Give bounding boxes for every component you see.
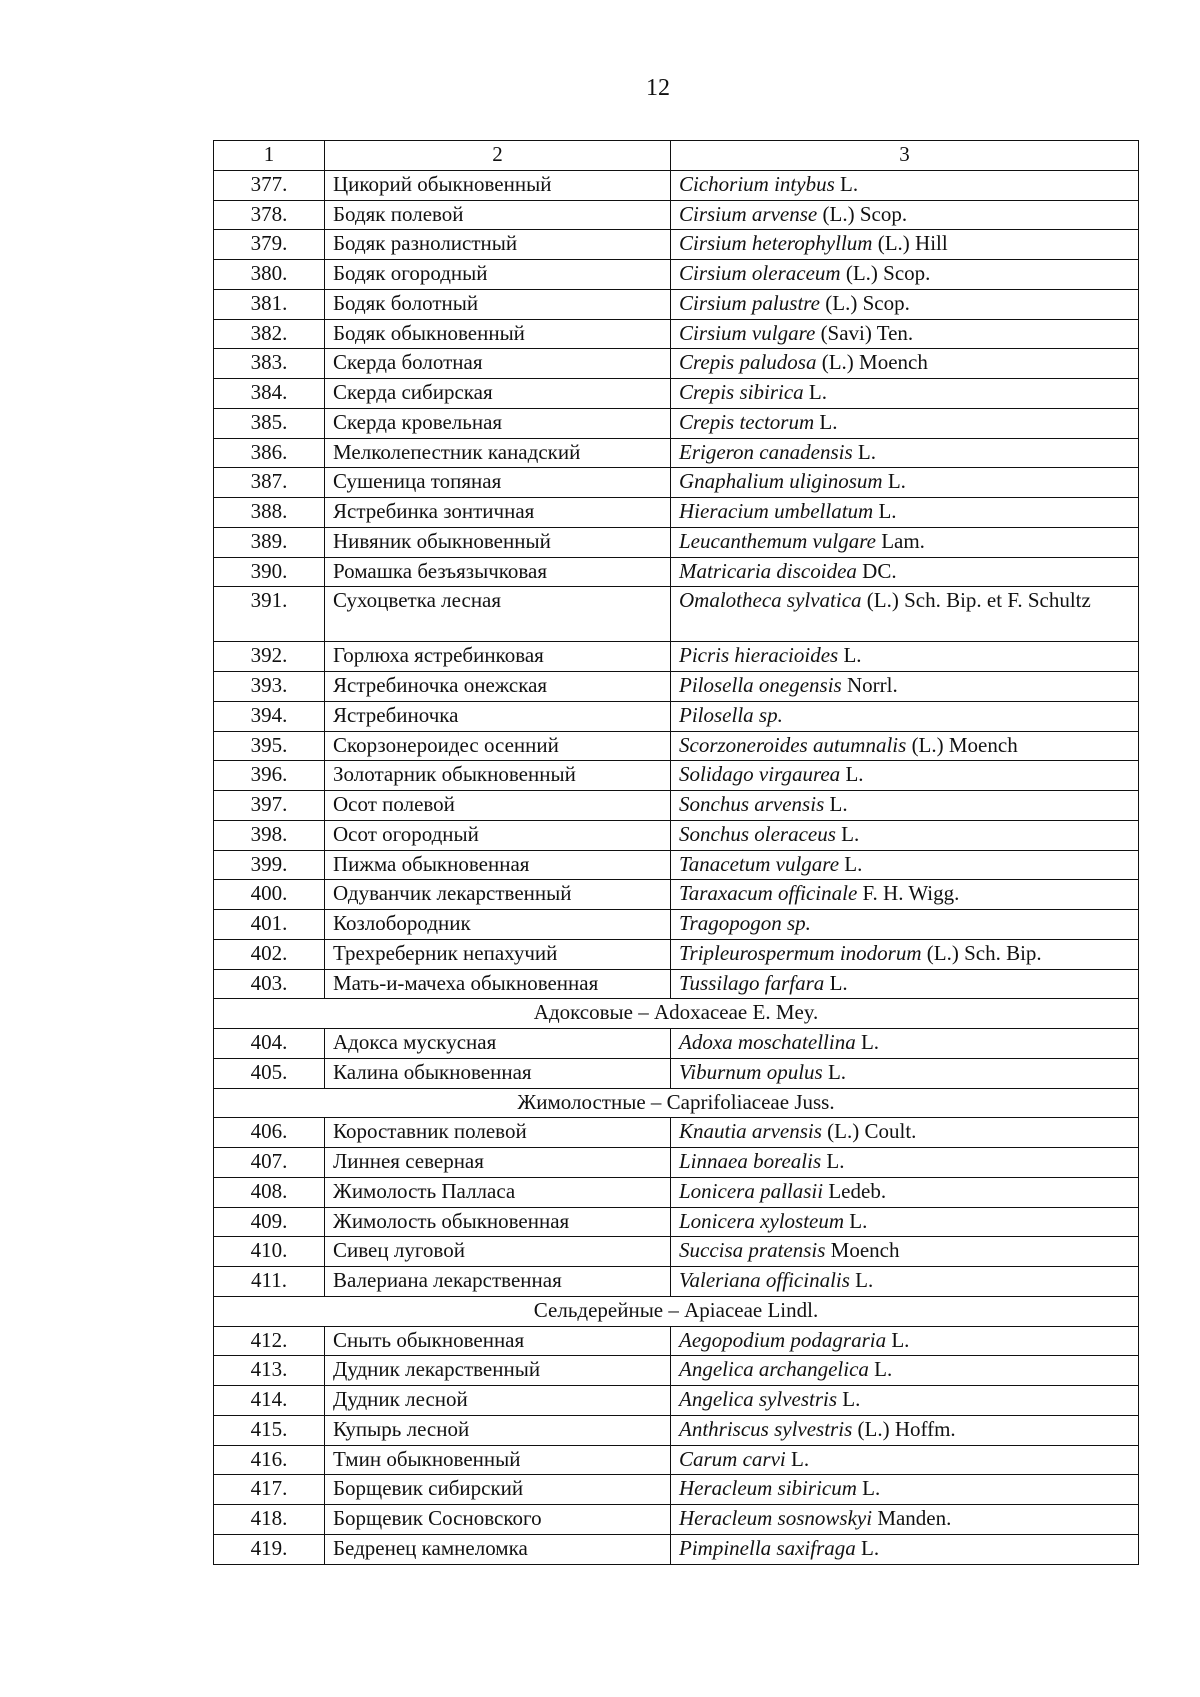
russian-name: Козлобородник <box>325 910 671 940</box>
author-citation: (L.) Sch. Bip. et F. Schultz <box>861 588 1091 613</box>
row-number: 406. <box>214 1118 325 1148</box>
latin-binomial: Lonicera xylosteum <box>679 1208 845 1233</box>
latin-name <box>671 642 1139 672</box>
latin-binomial: Tripleurospermum inodorum <box>679 940 922 965</box>
table-row <box>214 1534 1139 1564</box>
latin-binomial: Adoxa moschatellina <box>679 1030 856 1054</box>
latin-binomial: Anthriscus sylvestris <box>679 1416 853 1441</box>
table-row <box>214 1177 1139 1207</box>
latin-name <box>671 1445 1139 1475</box>
russian-name: Бодяк болотный <box>325 289 671 319</box>
russian-name: Мать-и-мачеха обыкновенная <box>325 969 671 999</box>
latin-name <box>671 438 1139 468</box>
russian-name: Бодяк полевой <box>325 200 671 230</box>
table-row <box>214 969 1139 999</box>
latin-binomial: Succisa pratensis <box>679 1238 826 1263</box>
latin-binomial: Leucanthemum vulgare <box>679 528 876 553</box>
russian-name: Одуванчик лекарственный <box>325 880 671 910</box>
latin-name <box>671 761 1139 791</box>
russian-name: Пижма обыкновенная <box>325 850 671 880</box>
family-header-row <box>214 1088 1139 1118</box>
row-number: 411. <box>214 1267 325 1297</box>
table-row <box>214 1237 1139 1267</box>
table-row <box>214 761 1139 791</box>
latin-binomial: Linnaea borealis <box>679 1149 822 1173</box>
latin-binomial: Cichorium intybus <box>679 171 835 196</box>
latin-binomial: Gnaphalium uliginosum <box>679 469 883 494</box>
author-citation: L. <box>785 1446 810 1471</box>
row-number: 389. <box>214 527 325 557</box>
table-row <box>214 939 1139 969</box>
author-citation: L. <box>824 970 848 995</box>
latin-name <box>671 468 1139 498</box>
row-number: 417. <box>214 1475 325 1505</box>
author-citation: L. <box>849 1268 874 1292</box>
author-citation: (L.) Hill <box>872 231 948 256</box>
row-number: 416. <box>214 1445 325 1475</box>
latin-binomial: Tragopogon sp. <box>679 911 811 935</box>
russian-name: Борщевик Сосновского <box>325 1505 671 1535</box>
latin-binomial: Tanacetum vulgare <box>679 851 840 876</box>
author-citation: L. <box>873 499 897 523</box>
author-citation: Norrl. <box>841 673 898 697</box>
table-row <box>214 1445 1139 1475</box>
russian-name: Борщевик сибирский <box>325 1475 671 1505</box>
row-number: 414. <box>214 1386 325 1416</box>
table-row <box>214 379 1139 409</box>
russian-name: Трехреберник непахучий <box>325 939 671 969</box>
latin-binomial: Omalotheca sylvatica <box>679 588 862 613</box>
latin-name <box>671 1118 1139 1148</box>
table-row <box>214 1118 1139 1148</box>
latin-binomial: Cirsium oleraceum <box>679 261 841 285</box>
latin-binomial: Picris hieracioides <box>679 643 839 668</box>
row-number: 380. <box>214 260 325 290</box>
latin-binomial: Taraxacum officinale <box>679 881 858 906</box>
row-number: 403. <box>214 969 325 999</box>
table-row <box>214 498 1139 528</box>
russian-name: Ястребинка зонтичная <box>325 498 671 528</box>
russian-name: Сныть обыкновенная <box>325 1326 671 1356</box>
family-name: Сельдерейные – Apiaceae Lindl. <box>214 1296 1139 1326</box>
russian-name: Бедренец камнеломка <box>325 1534 671 1564</box>
latin-binomial: Valeriana officinalis <box>679 1268 850 1292</box>
row-number: 415. <box>214 1415 325 1445</box>
table-row <box>214 910 1139 940</box>
russian-name: Купырь лесной <box>325 1415 671 1445</box>
table-row <box>214 289 1139 319</box>
author-citation: L. <box>839 851 863 876</box>
row-number: 418. <box>214 1505 325 1535</box>
row-number: 385. <box>214 408 325 438</box>
table-row <box>214 1267 1139 1297</box>
russian-name: Ромашка безъязычковая <box>325 557 671 587</box>
latin-binomial: Crepis tectorum <box>679 409 815 434</box>
latin-name <box>671 969 1139 999</box>
latin-name <box>671 289 1139 319</box>
latin-name <box>671 820 1139 850</box>
latin-name <box>671 701 1139 731</box>
family-name: Адоксовые – Adoxaceae E. Mey. <box>214 999 1139 1029</box>
table-row <box>214 880 1139 910</box>
russian-name: Скерда кровельная <box>325 408 671 438</box>
author-citation: (L.) Scop. <box>817 201 908 226</box>
latin-name <box>671 170 1139 200</box>
table-row <box>214 260 1139 290</box>
row-number: 384. <box>214 379 325 409</box>
table-row <box>214 468 1139 498</box>
latin-name <box>671 557 1139 587</box>
author-citation: L. <box>852 439 876 464</box>
table-row <box>214 1326 1139 1356</box>
author-citation: L. <box>822 1059 847 1084</box>
russian-name: Золотарник обыкновенный <box>325 761 671 791</box>
table-row <box>214 701 1139 731</box>
row-number: 412. <box>214 1326 325 1356</box>
author-citation: (L.) Moench <box>906 732 1018 757</box>
latin-binomial: Cirsium heterophyllum <box>679 231 873 256</box>
russian-name: Мелколепестник канадский <box>325 438 671 468</box>
author-citation: L. <box>856 1476 881 1501</box>
russian-name: Жимолость Палласа <box>325 1177 671 1207</box>
russian-name: Цикорий обыкновенный <box>325 170 671 200</box>
table-row <box>214 587 1139 642</box>
latin-name <box>671 349 1139 379</box>
latin-name <box>671 939 1139 969</box>
latin-binomial: Scorzoneroides autumnalis <box>679 732 907 757</box>
author-citation: (Savi) Ten. <box>815 320 914 345</box>
latin-name <box>671 672 1139 702</box>
author-citation: L. <box>868 1357 893 1382</box>
author-citation: L. <box>855 1030 880 1054</box>
latin-name <box>671 910 1139 940</box>
row-number: 395. <box>214 731 325 761</box>
table-row <box>214 791 1139 821</box>
author-citation: L. <box>840 762 864 787</box>
page-number: 12 <box>646 75 670 101</box>
row-number: 383. <box>214 349 325 379</box>
species-table <box>213 140 1139 1565</box>
author-citation: (L.) Coult. <box>821 1119 917 1144</box>
latin-name <box>671 791 1139 821</box>
russian-name: Скорзонероидес осенний <box>325 731 671 761</box>
row-number: 402. <box>214 939 325 969</box>
russian-name: Скерда болотная <box>325 349 671 379</box>
table-row <box>214 1505 1139 1535</box>
author-citation: L. <box>844 1208 868 1233</box>
author-citation: L. <box>855 1535 880 1560</box>
row-number: 394. <box>214 701 325 731</box>
latin-name <box>671 1386 1139 1416</box>
table-row <box>214 1207 1139 1237</box>
column-header-russian-name: 2 <box>325 141 671 171</box>
russian-name: Дудник лесной <box>325 1386 671 1416</box>
latin-binomial: Heracleum sibiricum <box>679 1476 857 1501</box>
latin-name <box>671 1356 1139 1386</box>
table-row <box>214 1148 1139 1178</box>
latin-name <box>671 1237 1139 1267</box>
latin-binomial: Pimpinella saxifraga <box>679 1535 856 1560</box>
latin-name <box>671 1505 1139 1535</box>
author-citation: L. <box>882 469 906 494</box>
row-number: 404. <box>214 1029 325 1059</box>
latin-name <box>671 498 1139 528</box>
latin-binomial: Lonicera pallasii <box>679 1178 824 1203</box>
author-citation: L. <box>814 409 838 434</box>
latin-binomial: Aegopodium podagraria <box>679 1327 887 1352</box>
table-row <box>214 642 1139 672</box>
latin-name <box>671 880 1139 910</box>
table-row <box>214 230 1139 260</box>
table-body <box>214 170 1139 1564</box>
row-number: 381. <box>214 289 325 319</box>
author-citation: Ledeb. <box>823 1178 887 1203</box>
row-number: 388. <box>214 498 325 528</box>
row-number: 409. <box>214 1207 325 1237</box>
table-row <box>214 557 1139 587</box>
author-citation: L. <box>886 1327 910 1352</box>
russian-name: Бодяк огородный <box>325 260 671 290</box>
latin-name <box>671 260 1139 290</box>
russian-name: Сивец луговой <box>325 1237 671 1267</box>
russian-name: Ястребиночка онежская <box>325 672 671 702</box>
column-header-latin-name: 3 <box>671 141 1139 171</box>
table-row <box>214 1475 1139 1505</box>
russian-name: Жимолость обыкновенная <box>325 1207 671 1237</box>
latin-binomial: Pilosella onegensis <box>679 673 842 697</box>
author-citation: Lam. <box>875 528 925 553</box>
table-row <box>214 1356 1139 1386</box>
latin-name <box>671 1207 1139 1237</box>
latin-binomial: Angelica sylvestris <box>679 1387 838 1411</box>
row-number: 400. <box>214 880 325 910</box>
russian-name: Адокса мускусная <box>325 1029 671 1059</box>
author-citation: Moench <box>825 1238 900 1263</box>
latin-binomial: Heracleum sosnowskyi <box>679 1506 873 1530</box>
latin-binomial: Hieracium umbellatum <box>679 499 874 523</box>
table-row <box>214 319 1139 349</box>
table-row <box>214 672 1139 702</box>
table-header-row <box>214 141 1139 171</box>
latin-name <box>671 1029 1139 1059</box>
author-citation: DC. <box>856 558 897 583</box>
row-number: 413. <box>214 1356 325 1386</box>
latin-binomial: Sonchus arvensis <box>679 792 825 816</box>
russian-name: Осот полевой <box>325 791 671 821</box>
row-number: 377. <box>214 170 325 200</box>
latin-binomial: Angelica archangelica <box>679 1357 869 1382</box>
row-number: 399. <box>214 850 325 880</box>
russian-name: Сухоцветка лесная <box>325 587 671 642</box>
latin-name <box>671 850 1139 880</box>
author-citation: (L.) Scop. <box>840 261 931 285</box>
table-row <box>214 408 1139 438</box>
russian-name: Короставник полевой <box>325 1118 671 1148</box>
russian-name: Скерда сибирская <box>325 379 671 409</box>
row-number: 408. <box>214 1177 325 1207</box>
row-number: 390. <box>214 557 325 587</box>
russian-name: Нивяник обыкновенный <box>325 527 671 557</box>
latin-name <box>671 527 1139 557</box>
russian-name: Бодяк разнолистный <box>325 230 671 260</box>
russian-name: Сушеница топяная <box>325 468 671 498</box>
latin-binomial: Tussilago farfara <box>679 970 825 995</box>
table-row <box>214 820 1139 850</box>
author-citation: Manden. <box>872 1506 952 1530</box>
table-row <box>214 1058 1139 1088</box>
latin-binomial: Cirsium vulgare <box>679 320 816 345</box>
russian-name: Дудник лекарственный <box>325 1356 671 1386</box>
table-row <box>214 527 1139 557</box>
row-number: 393. <box>214 672 325 702</box>
table-row <box>214 200 1139 230</box>
russian-name: Линнея северная <box>325 1148 671 1178</box>
russian-name: Калина обыкновенная <box>325 1058 671 1088</box>
latin-binomial: Sonchus oleraceus <box>679 821 836 846</box>
latin-name <box>671 1415 1139 1445</box>
row-number: 405. <box>214 1058 325 1088</box>
latin-name <box>671 319 1139 349</box>
latin-binomial: Matricaria discoidea <box>679 558 857 583</box>
table-row <box>214 1386 1139 1416</box>
latin-name <box>671 587 1139 642</box>
author-citation: F. H. Wigg. <box>857 881 960 906</box>
author-citation: L. <box>821 1149 845 1173</box>
row-number: 396. <box>214 761 325 791</box>
row-number: 387. <box>214 468 325 498</box>
author-citation: (L.) Sch. Bip. <box>921 940 1042 965</box>
row-number: 419. <box>214 1534 325 1564</box>
author-citation: L. <box>837 1387 861 1411</box>
russian-name: Бодяк обыкновенный <box>325 319 671 349</box>
latin-name <box>671 731 1139 761</box>
table-row <box>214 349 1139 379</box>
latin-binomial: Solidago virgaurea <box>679 762 841 787</box>
family-name: Жимолостные – Caprifoliaceae Juss. <box>214 1088 1139 1118</box>
latin-binomial: Pilosella sp. <box>679 702 783 727</box>
table-row <box>214 1029 1139 1059</box>
latin-name <box>671 379 1139 409</box>
row-number: 410. <box>214 1237 325 1267</box>
author-citation: L. <box>803 380 827 404</box>
author-citation: (L.) Hoffm. <box>852 1416 956 1441</box>
russian-name: Ястребиночка <box>325 701 671 731</box>
family-header-row <box>214 1296 1139 1326</box>
latin-name <box>671 408 1139 438</box>
table-row <box>214 438 1139 468</box>
latin-name <box>671 1148 1139 1178</box>
row-number: 401. <box>214 910 325 940</box>
author-citation: (L.) Moench <box>816 350 928 375</box>
latin-name <box>671 1177 1139 1207</box>
latin-name <box>671 1058 1139 1088</box>
row-number: 382. <box>214 319 325 349</box>
row-number: 398. <box>214 820 325 850</box>
latin-binomial: Erigeron canadensis <box>679 439 853 464</box>
latin-name <box>671 1475 1139 1505</box>
russian-name: Валериана лекарственная <box>325 1267 671 1297</box>
row-number: 397. <box>214 791 325 821</box>
table-row <box>214 850 1139 880</box>
family-header-row <box>214 999 1139 1029</box>
table-row <box>214 731 1139 761</box>
column-header-number: 1 <box>214 141 325 171</box>
row-number: 378. <box>214 200 325 230</box>
latin-binomial: Cirsium palustre <box>679 290 820 315</box>
row-number: 407. <box>214 1148 325 1178</box>
russian-name: Горлюха ястребинковая <box>325 642 671 672</box>
latin-binomial: Crepis sibirica <box>679 380 804 404</box>
latin-name <box>671 230 1139 260</box>
latin-binomial: Cirsium arvense <box>679 201 818 226</box>
row-number: 379. <box>214 230 325 260</box>
table-row <box>214 170 1139 200</box>
russian-name: Тмин обыкновенный <box>325 1445 671 1475</box>
author-citation: L. <box>824 792 848 816</box>
row-number: 386. <box>214 438 325 468</box>
latin-binomial: Carum carvi <box>679 1446 786 1471</box>
latin-binomial: Crepis paludosa <box>679 350 817 375</box>
latin-name <box>671 1534 1139 1564</box>
row-number: 391. <box>214 587 325 642</box>
latin-binomial: Knautia arvensis <box>679 1119 822 1144</box>
table-row <box>214 1415 1139 1445</box>
row-number: 392. <box>214 642 325 672</box>
author-citation: L. <box>834 171 859 196</box>
latin-binomial: Viburnum opulus <box>679 1059 823 1084</box>
author-citation: L. <box>838 643 862 668</box>
author-citation: L. <box>835 821 860 846</box>
author-citation: (L.) Scop. <box>820 290 910 315</box>
russian-name: Осот огородный <box>325 820 671 850</box>
latin-name <box>671 1326 1139 1356</box>
latin-name <box>671 1267 1139 1297</box>
latin-name <box>671 200 1139 230</box>
